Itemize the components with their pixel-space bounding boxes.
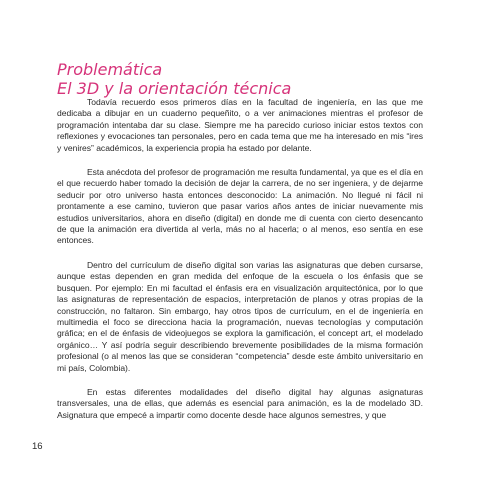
chapter-heading — [57, 60, 437, 98]
heading-title: Problemática — [57, 60, 163, 79]
paragraph: Todavía recuerdo esos primeros días en la facultad de ingeniería, en las que me dedicaba a dibujar en un cuaderno pequeñito, o a ver animaciones mientras el profesor de programación intentaba dar su clase. Siempre me ha parecido curioso iniciar estos textos con reflexiones y evocaciones tan personales, pero en cada tema que me ha interesado en mis “ires y venires” académicos, la experiencia propia ha estado por delante. — [57, 97, 423, 153]
paragraph: Dentro del currículum de diseño digital son varias las asignaturas que deben cursarse, aunque estas dependen en gran medida del enfoque de la escuela o los énfasis que se busquen. Por ejemplo: En mi facultad el énfasis era en visualización arquitectónica, por lo que las asignaturas de representación de espacios, interpretación de planos y otras propias de la construcción, no faltaron. Sin embargo, hay otros tipos de currículum, en el de ingeniería en multimedia el foco se direcciona hacia la programación, nuevas tecnologías y computación gráfica; en el de énfasis de videojuegos se explora la gamificación, el concept art, el modelado orgánico… Y así podría seguir describiendo brevemente posibilidades de la misma formación profesional (o al menos las que se consideran “competencia” desde este ámbito universitario en mi país, Colombia). — [57, 259, 423, 373]
heading-subtitle: El 3D y la orientación técnica — [57, 79, 292, 98]
body-text — [57, 97, 423, 434]
paragraph: En estas diferentes modalidades del diseño digital hay algunas asignaturas transversales, una de ellas, que además es esencial para animación, es la de modelado 3D. Asignatura que empecé a impartir como docente desde hace algunos semestres, y que — [57, 386, 423, 420]
paragraph: Esta anécdota del profesor de programación me resulta fundamental, ya que es el día en el que recuerdo haber tomado la decisión de dejar la carrera, de no ser ingeniera, y de dejarme seducir por otro universo hasta entonces desconocido: La animación. No llegué ni fácil ni prontamente a ese camino, tuvieron que pasar varios años antes de iniciar nuevamente mis estudios universitarios, ahora en diseño (digital) en donde me di cuenta con cierto desencanto de que la animación era divertida al verla, más no al hacerla; o al menos, eso sentía en ese entonces. — [57, 167, 423, 246]
page-number: 16 — [32, 441, 43, 452]
